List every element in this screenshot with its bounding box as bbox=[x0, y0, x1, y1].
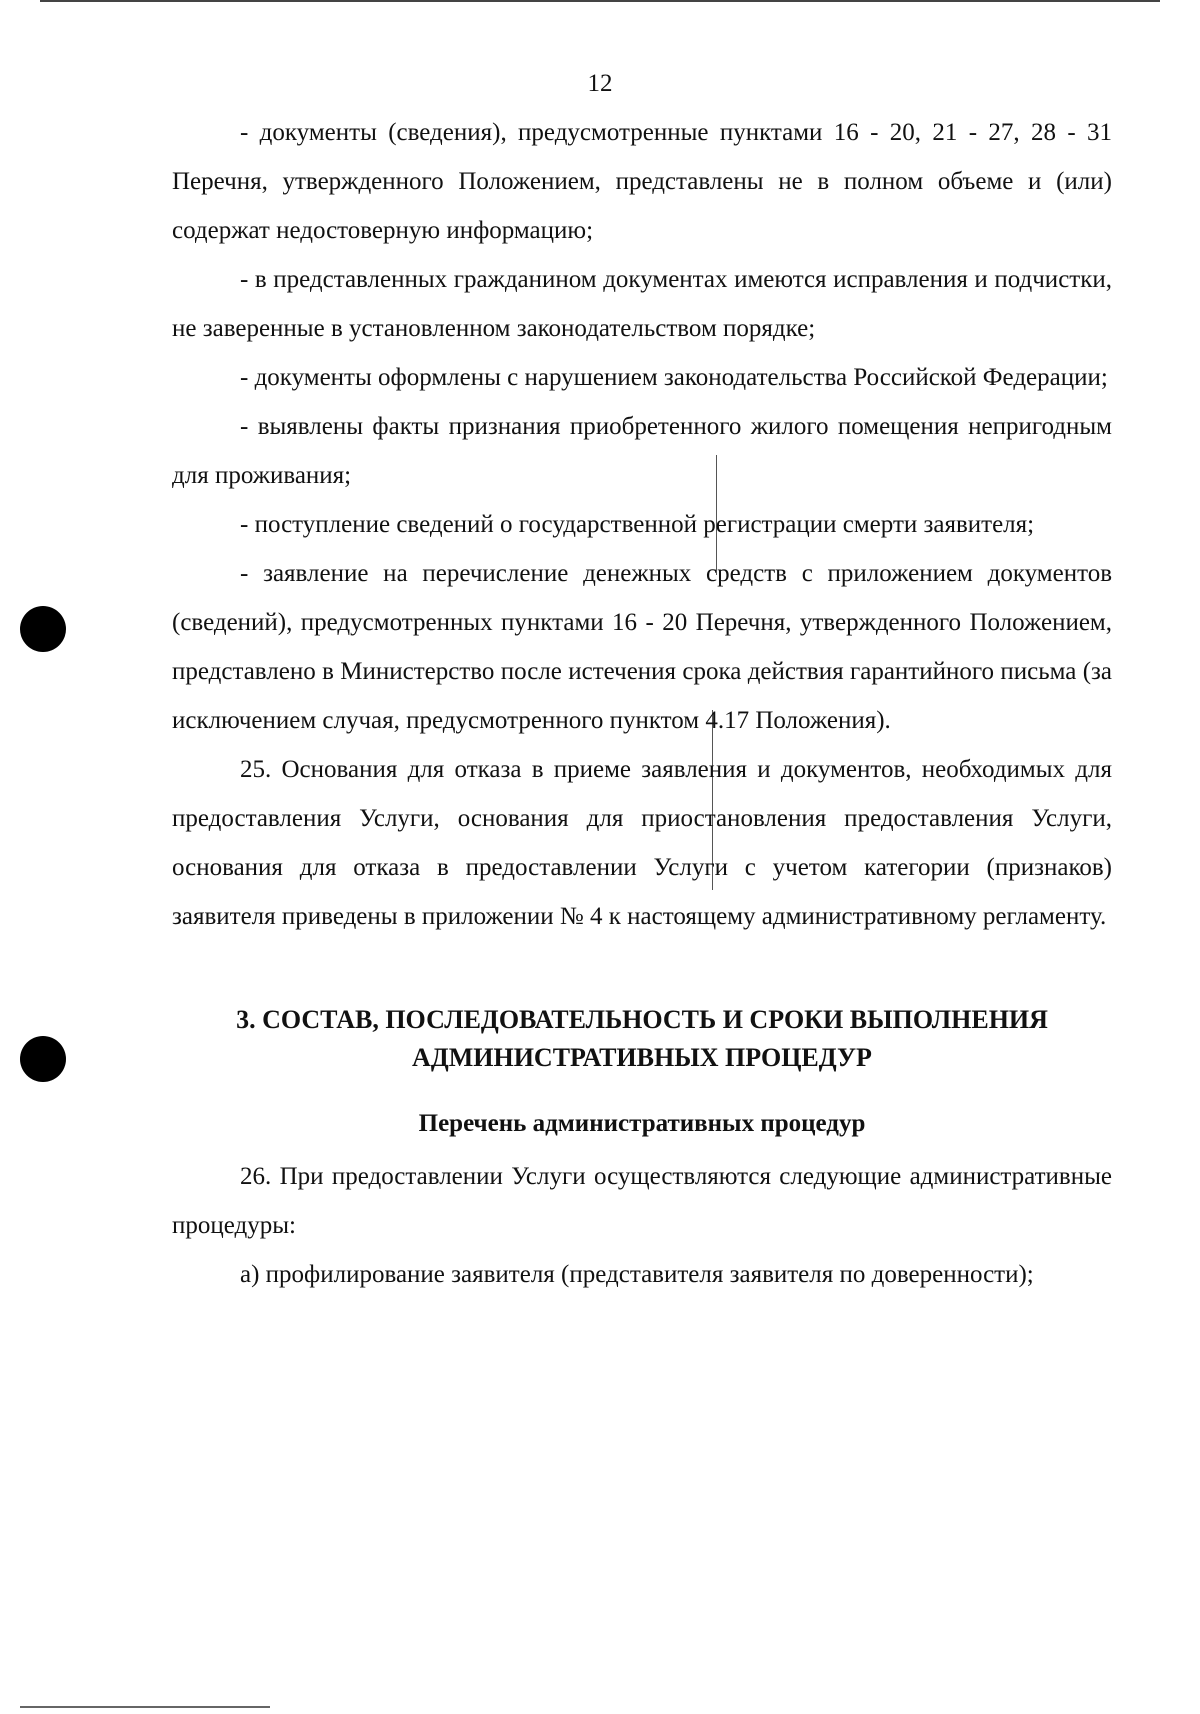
punch-hole bbox=[20, 1036, 66, 1082]
subheading: Перечень административных процедур bbox=[418, 1110, 866, 1137]
paragraph: - поступление сведений о государственной регистрации смерти заявителя; bbox=[240, 511, 1035, 538]
scan-edge-bottom bbox=[20, 1706, 270, 1708]
paragraph: - документы оформлены с нарушением законодательства Российской Федерации; bbox=[240, 364, 1108, 391]
paragraph: - в представленных гражданином документах имеются исправления и подчистки, не заверенные в установленном законодательством порядке; bbox=[172, 266, 1112, 342]
punch-hole bbox=[20, 606, 66, 652]
paragraph: 26. При предоставлении Услуги осуществляются следующие административные процедуры: bbox=[172, 1163, 1112, 1239]
page-number: 12 bbox=[587, 70, 613, 97]
paragraph: - заявление на перечисление денежных средств с приложением документов (сведений), предусмотренных пунктами 16 - 20 Перечня, утвержденного Положением, представлено в Министерство после истечения срока действия гарантийного письма (за исключением случая, предусмотренного пунктом 4.17 Положения). bbox=[172, 560, 1112, 734]
document-body bbox=[172, 108, 1112, 1299]
paragraph: - документы (сведения), предусмотренные пунктами 16 - 20, 21 - 27, 28 - 31 Перечня, утвержденного Положением, представлены не в полном объеме и (или) содержат недостоверную информацию; bbox=[172, 119, 1112, 244]
section-heading: 3. СОСТАВ, ПОСЛЕДОВАТЕЛЬНОСТЬ И СРОКИ ВЫПОЛНЕНИЯ АДМИНИСТРАТИВНЫХ ПРОЦЕДУР bbox=[236, 1005, 1048, 1072]
paragraph: - выявлены факты признания приобретенного жилого помещения непригодным для проживания; bbox=[172, 413, 1112, 489]
scan-edge-top bbox=[40, 0, 1160, 2]
paragraph: а) профилирование заявителя (представителя заявителя по доверенности); bbox=[240, 1261, 1034, 1288]
paragraph: 25. Основания для отказа в приеме заявления и документов, необходимых для предоставления Услуги, основания для приостановления предоставления Услуги, основания для отказа в предоставлении Услуги с учетом категории (признаков) заявителя приведены в приложении № 4 к настоящему административному регламенту. bbox=[172, 756, 1112, 930]
